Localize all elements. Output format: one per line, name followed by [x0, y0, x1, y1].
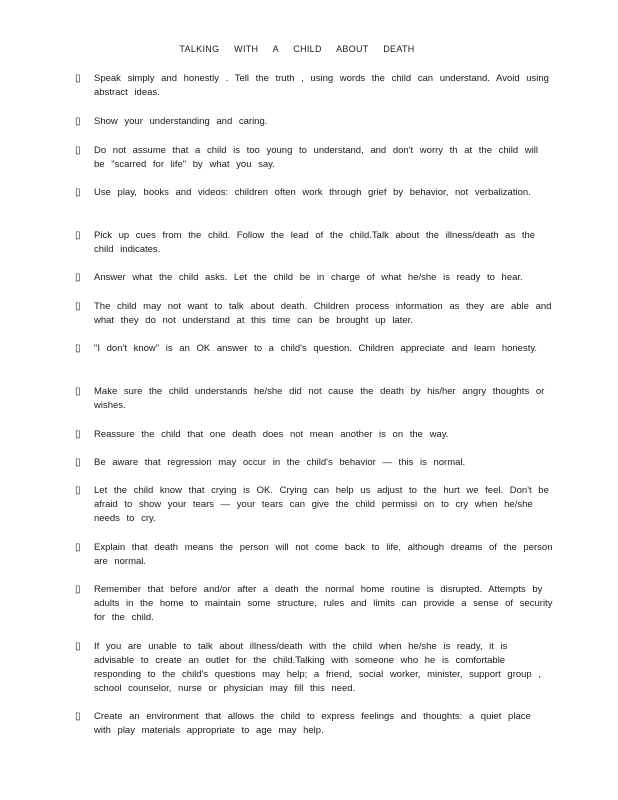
bullet-icon: ▯ — [75, 73, 81, 84]
list-item-text: "I don't know" is an OK answer to a child's question. Children appreciate and learn honesty. — [94, 343, 538, 354]
list-item-text: Let the child know that crying is OK. Crying can help us adjust to the hurt we feel. Don't be afraid to show your tears — your tears can give the child permissi on to cry when he/she needs to cry. — [94, 485, 549, 524]
bullet-icon: ▯ — [75, 187, 81, 198]
bullet-icon: ▯ — [75, 272, 81, 283]
list-item-text: Use play, books and videos: children often work through grief by behavior, not verbalization. — [94, 187, 531, 198]
list-item-text: Create an environment that allows the child to express feelings and thoughts: a quiet place with play materials appropriate to age may help. — [94, 711, 531, 736]
list-item-text: Remember that before and/or after a death the normal home routine is disrupted. Attempts by adults in the home to maintain some structure, rules and limits can provide a sense of security for the child. — [94, 584, 553, 623]
list-item-text: Make sure the child understands he/she did not cause the death by his/her angry thoughts or wishes. — [94, 386, 545, 411]
list-item-text: Show your understanding and caring. — [94, 116, 268, 127]
bullet-icon: ▯ — [75, 485, 81, 496]
bullet-icon: ▯ — [75, 230, 81, 241]
list-item-text: Explain that death means the person will not come back to life, although dreams of the person are normal. — [94, 542, 553, 567]
list-item-text: Reassure the child that one death does not mean another is on the way. — [94, 429, 449, 440]
bullet-icon: ▯ — [75, 145, 81, 156]
bullet-icon: ▯ — [75, 301, 81, 312]
bullet-icon: ▯ — [75, 641, 81, 652]
bullet-icon: ▯ — [75, 343, 81, 354]
list-item-text: Speak simply and honestly . Tell the truth , using words the child can understand. Avoid using abstract ideas. — [94, 73, 549, 98]
bullet-icon: ▯ — [75, 457, 81, 468]
bullet-icon: ▯ — [75, 584, 81, 595]
list-item-text: Answer what the child asks. Let the child be in charge of what he/she is ready to hear. — [94, 272, 523, 283]
list-item-text: The child may not want to talk about death. Children process information as they are able and what they do not understand at this time can be brought up later. — [94, 301, 552, 326]
bullet-icon: ▯ — [75, 116, 81, 127]
bullet-icon: ▯ — [75, 386, 81, 397]
page-title: TALKING WITH A CHILD ABOUT DEATH — [179, 44, 415, 54]
bullet-icon: ▯ — [75, 542, 81, 553]
list-item-text: Be aware that regression may occur in the child's behavior — this is normal. — [94, 457, 466, 468]
bullet-icon: ▯ — [75, 429, 81, 440]
list-item-text: Pick up cues from the child. Follow the lead of the child.Talk about the illness/death as the child indicates. — [94, 230, 536, 255]
bullet-icon: ▯ — [75, 711, 81, 722]
list-item-text: Do not assume that a child is too young to understand, and don't worry th at the child will be "scarred for life" by what you say. — [94, 145, 538, 170]
list-item-text: If you are unable to talk about illness/death with the child when he/she is ready, it is advisable to create an outlet for the child.Talking with someone who he is comfortable responding to the child's questions may help; a friend, social worker, minister, support group , school counselor, nurse or physician may fill this need. — [94, 641, 541, 694]
